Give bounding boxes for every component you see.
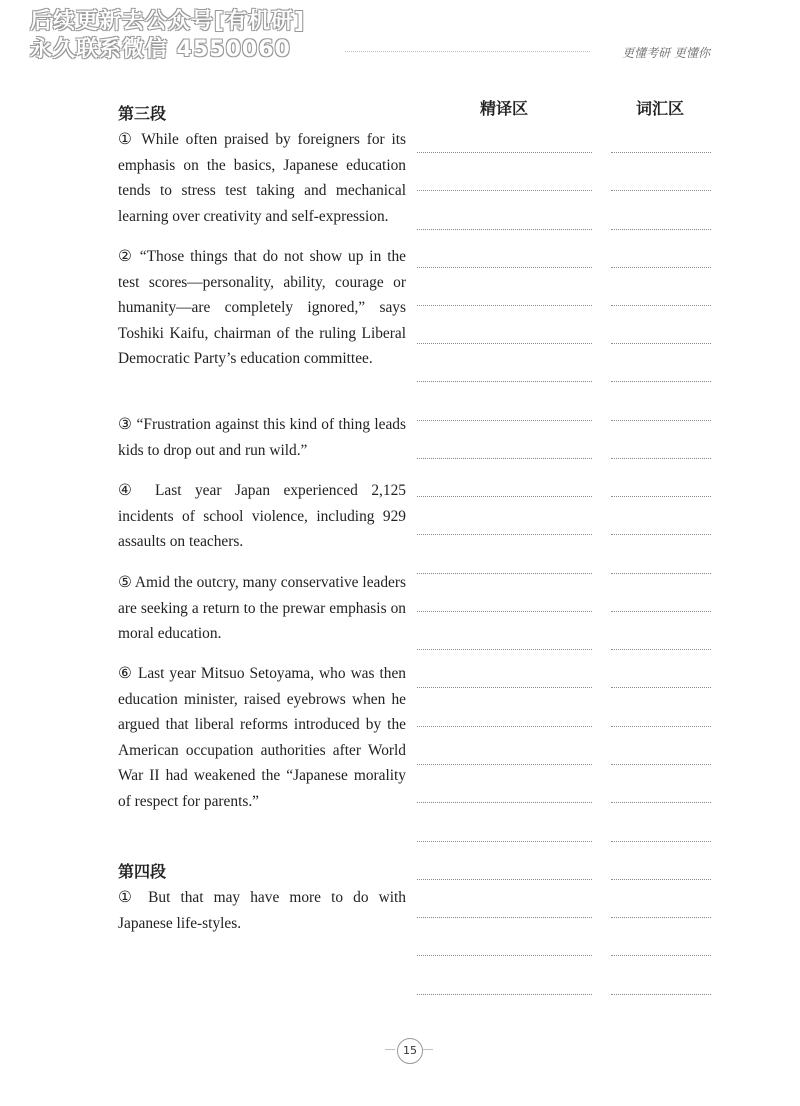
header-slogan: 更懂考研 更懂你 [622,46,710,60]
header-rule [345,51,590,52]
translation-line[interactable] [417,573,592,574]
translation-column-heading: 精译区 [480,99,529,118]
vocabulary-line[interactable] [611,534,711,535]
paragraph: ⑤ Amid the outcry, many conservative leaders are seeking a return to the prewar emphasis on moral education. [118,574,406,643]
translation-line[interactable] [417,152,592,153]
paragraph: ① While often praised by foreigners for its emphasis on the basics, Japanese education tends to stress test taking and mechanical learning over creativity and self-expression. [118,131,406,225]
vocabulary-line[interactable] [611,420,711,421]
vocabulary-line[interactable] [611,152,711,153]
vocabulary-line[interactable] [611,649,711,650]
translation-line[interactable] [417,534,592,535]
vocabulary-line[interactable] [611,764,711,765]
watermark [30,8,360,64]
translation-line[interactable] [417,764,592,765]
vocabulary-line[interactable] [611,229,711,230]
translation-line[interactable] [417,879,592,880]
vocabulary-line[interactable] [611,917,711,918]
translation-line[interactable] [417,458,592,459]
translation-line[interactable] [417,229,592,230]
paragraph: ① But that may have more to do with Japanese life-styles. [118,889,406,932]
page-number-ornament [423,1049,433,1050]
vocabulary-line[interactable] [611,305,711,306]
translation-line[interactable] [417,305,592,306]
translation-line[interactable] [417,802,592,803]
section-title: 第三段 [118,104,167,123]
vocabulary-line[interactable] [611,381,711,382]
vocabulary-line[interactable] [611,994,711,995]
page-number-ornament [385,1049,395,1050]
paragraph: ③ “Frustration against this kind of thing leads kids to drop out and run wild.” [118,416,406,459]
vocabulary-line[interactable] [611,879,711,880]
translation-line[interactable] [417,994,592,995]
translation-line[interactable] [417,649,592,650]
page-number: 15 [397,1038,423,1064]
translation-line[interactable] [417,343,592,344]
paragraph: ⑥ Last year Mitsuo Setoyama, who was then education minister, raised eyebrows when he argued that liberal reforms introduced by the American occupation authorities after World War II had weakened the “Japanese morality of respect for parents.” [118,665,406,810]
vocabulary-line[interactable] [611,343,711,344]
vocabulary-column-heading: 词汇区 [636,99,685,118]
translation-line[interactable] [417,381,592,382]
vocabulary-line[interactable] [611,611,711,612]
vocabulary-line[interactable] [611,190,711,191]
vocabulary-line[interactable] [611,955,711,956]
vocabulary-line[interactable] [611,841,711,842]
section-title: 第四段 [118,862,167,881]
vocabulary-line[interactable] [611,802,711,803]
watermark-line-2: 永久联系微信 4550060 [30,37,291,62]
translation-line[interactable] [417,687,592,688]
translation-line[interactable] [417,611,592,612]
translation-line[interactable] [417,190,592,191]
paragraph: ② “Those things that do not show up in the test scores—personality, ability, courage or humanity—are completely ignored,” says Toshiki Kaifu, chairman of the ruling Liberal Democratic Party’s education committee. [118,248,406,368]
watermark-line-1: 后续更新去公众号[有机研] [30,9,306,34]
vocabulary-line[interactable] [611,496,711,497]
translation-line[interactable] [417,955,592,956]
translation-line[interactable] [417,841,592,842]
vocabulary-line[interactable] [611,267,711,268]
translation-line[interactable] [417,267,592,268]
translation-line[interactable] [417,496,592,497]
translation-line[interactable] [417,917,592,918]
vocabulary-line[interactable] [611,573,711,574]
translation-line[interactable] [417,726,592,727]
paragraph: ④ Last year Japan experienced 2,125 incidents of school violence, including 929 assaults on teachers. [118,482,406,551]
translation-line[interactable] [417,420,592,421]
vocabulary-line[interactable] [611,458,711,459]
vocabulary-line[interactable] [611,726,711,727]
vocabulary-line[interactable] [611,687,711,688]
